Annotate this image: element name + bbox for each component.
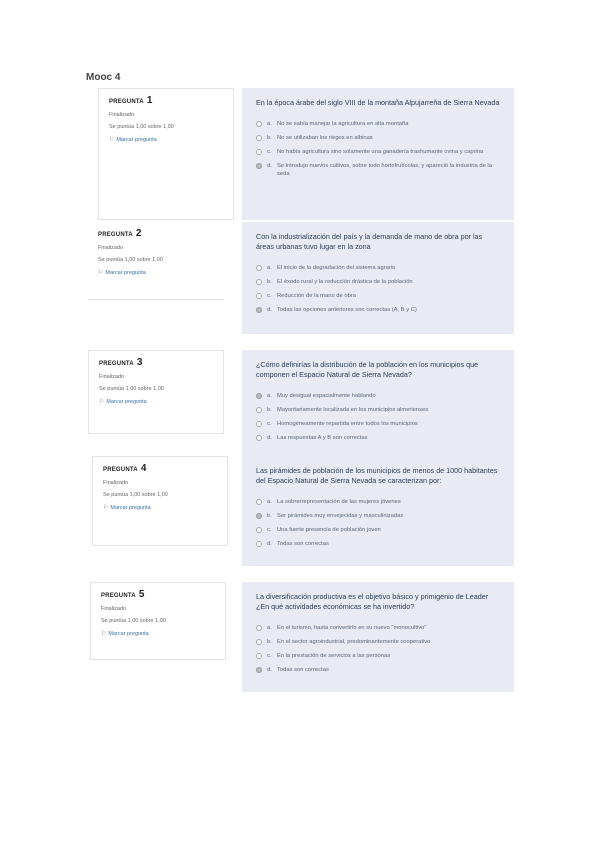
question-info-panel [90,582,226,660]
answer-letter: a. [267,393,272,399]
answer-letter: d. [267,435,272,441]
radio-button[interactable] [256,265,262,271]
answer-letter: d. [267,667,272,673]
question-label: PREGUNTA [99,361,134,367]
question-number: 5 [138,589,145,600]
answer-option[interactable] [256,526,500,534]
question-text: La diversificación productiva es el objetivo básico y primigenio de Leader ¿En qué actividades económicas se ha invertido? [256,592,489,611]
radio-button[interactable] [256,121,262,127]
answer-letter: a. [267,499,272,505]
question-label: PREGUNTA [103,467,138,473]
radio-button[interactable] [256,435,262,441]
flag-icon: ⚐ [101,631,107,637]
question-content [242,582,514,692]
question-state: Finalizado [98,245,124,251]
answer-option[interactable] [256,278,500,286]
question-number: 1 [146,95,153,106]
flag-question-link[interactable] [101,630,215,637]
question-number: 3 [136,357,143,368]
answer-letter: a. [267,625,272,631]
question-info-panel [88,222,224,300]
question-grade: Se puntúa 1,00 sobre 1,00 [99,386,164,392]
answer-text: Homogéneamente repartida entre todos los municipios [277,421,418,427]
question-heading [101,589,215,600]
question-content [242,88,514,220]
answer-option[interactable] [256,134,500,142]
answer-option[interactable] [256,264,500,272]
question-content [242,222,514,334]
answer-text: En el turismo, hasta convertirlo en su nuevo "monocultivo" [277,625,427,631]
question-heading [109,95,223,106]
question-heading [103,463,217,474]
radio-button[interactable] [256,407,262,413]
flag-question-label: Marcar pregunta [110,505,151,511]
flag-icon: ⚐ [98,270,104,276]
answer-letter: b. [267,279,272,285]
answer-text: Mayoritariamente localizada en los municipios almerienses [277,407,429,413]
answer-text: En el sector agroindustrial, predominantemente cooperativo [277,639,431,645]
question-grade: Se puntúa 1,00 sobre 1,00 [101,618,166,624]
answer-text: Muy desigual espacialmente hablando [277,393,376,399]
question-info-panel [92,456,228,546]
question-grade: Se puntúa 1,00 sobre 1,00 [103,492,168,498]
radio-button[interactable] [256,135,262,141]
answer-option[interactable] [256,120,500,128]
answer-letter: c. [267,653,272,659]
answer-letter: c. [267,293,272,299]
radio-button[interactable] [256,293,262,299]
question-heading [99,357,213,368]
answer-option[interactable] [256,292,500,300]
question-state: Finalizado [103,480,129,486]
answer-option[interactable] [256,624,500,632]
answer-text: Una fuerte presencia de población joven [277,527,381,533]
answer-option[interactable] [256,666,500,674]
flag-question-link[interactable] [103,504,217,511]
question-text: En la época árabe del siglo VIII de la montaña Alpujarreña de Sierra Nevada [256,98,500,107]
answer-letter: a. [267,265,272,271]
answer-option[interactable] [256,434,500,442]
question-number: 2 [135,228,142,239]
question-content [242,456,514,566]
answer-list [256,624,500,674]
question-state: Finalizado [101,606,127,612]
answer-option[interactable] [256,162,500,178]
answer-text: Ser pirámides muy envejecidas y masculinizadas [277,513,404,519]
question-info-panel [98,88,234,220]
radio-button[interactable] [256,279,262,285]
answer-letter: c. [267,149,272,155]
answer-option[interactable] [256,306,500,314]
question-label: PREGUNTA [101,593,136,599]
flag-icon: ⚐ [99,399,105,405]
question-grade: Se puntúa 1,00 sobre 1,00 [98,257,163,263]
answer-text: Todas son correctas [277,541,329,547]
question-number: 4 [140,463,147,474]
answer-list [256,392,500,442]
radio-button[interactable] [256,527,262,533]
question-text: Con la industrialización del país y la demanda de mano de obra por las áreas urbanas tuvo lugar en la zona [256,232,483,251]
radio-button-selected[interactable] [256,667,262,673]
answer-letter: c. [267,527,272,533]
answer-text: Se introdujo nuevos cultivos, sobre todo hortofrutícolas, y apareció la industria de la seda [277,163,492,177]
flag-question-label: Marcar pregunta [105,270,146,276]
answer-text: No se utilizaban los riegos en albinas [277,135,373,141]
answer-option[interactable] [256,498,500,506]
answer-letter: c. [267,421,272,427]
answer-letter: b. [267,639,272,645]
answer-text: Reducción de la mano de obra [277,293,356,299]
question-label: PREGUNTA [98,232,133,238]
radio-button-selected[interactable] [256,393,262,399]
answer-text: Las respuestas A y B son correctas [277,435,368,441]
answer-letter: a. [267,121,272,127]
radio-button[interactable] [256,653,262,659]
radio-button[interactable] [256,625,262,631]
answer-text: El inicio de la degradación del sistema agrario [277,265,396,271]
flag-question-link[interactable] [98,269,214,276]
answer-letter: d. [267,541,272,547]
flag-question-label: Marcar pregunta [108,631,149,637]
question-text: ¿Cómo definirías la distribución de la población en los municipios que componen el Espacio Natural de Sierra Nevada? [256,360,479,379]
radio-button-selected[interactable] [256,513,262,519]
answer-text: No se sabía manejar la agricultura en alta montaña [277,121,409,127]
answer-letter: d. [267,163,272,169]
answer-letter: d. [267,307,272,313]
question-text: Las pirámides de población de los municipios de menos de 1000 habitantes del Espacio Natural de Sierra Nevada se caracterizan por: [256,466,498,485]
answer-option[interactable] [256,148,500,156]
answer-text: Todas las opciones anteriores son correctas (A, B y C) [277,307,417,313]
answer-option[interactable] [256,638,500,646]
answer-list [256,264,500,314]
flag-question-link[interactable] [99,398,213,405]
answer-text: No había agricultura sino solamente una ganadería trashumante ovina y caprina [277,149,484,155]
answer-letter: b. [267,513,272,519]
answer-text: El éxodo rural y la reducción drástica de la población [277,279,413,285]
answer-text: Todas son correctas [277,667,329,673]
answer-option[interactable] [256,652,500,660]
answer-text: La sobrerrepresentación de las mujeres jóvenes [277,499,401,505]
page-title: Mooc 4 [86,72,121,83]
flag-icon: ⚐ [103,505,109,511]
answer-letter: b. [267,135,272,141]
flag-icon: ⚐ [109,137,115,143]
question-state: Finalizado [99,374,125,380]
radio-button[interactable] [256,639,262,645]
radio-button-selected[interactable] [256,307,262,313]
answer-list [256,498,500,548]
radio-button[interactable] [256,499,262,505]
answer-option[interactable] [256,420,500,428]
radio-button-selected[interactable] [256,163,262,169]
radio-button[interactable] [256,421,262,427]
question-content [242,350,514,460]
flag-question-label: Marcar pregunta [106,399,147,405]
answer-option[interactable] [256,392,500,400]
answer-letter: b. [267,407,272,413]
answer-option[interactable] [256,540,500,548]
radio-button[interactable] [256,541,262,547]
answer-text: En la prestación de servicios a las personas [277,653,391,659]
answer-list [256,120,500,178]
flag-question-link[interactable] [109,136,223,143]
question-heading [98,228,214,239]
question-grade: Se puntúa 1,00 sobre 1,00 [109,124,174,130]
answer-option[interactable] [256,512,500,520]
question-label: PREGUNTA [109,99,144,105]
question-info-panel [88,350,224,434]
radio-button[interactable] [256,149,262,155]
question-state: Finalizado [109,112,135,118]
flag-question-label: Marcar pregunta [116,137,157,143]
answer-option[interactable] [256,406,500,414]
